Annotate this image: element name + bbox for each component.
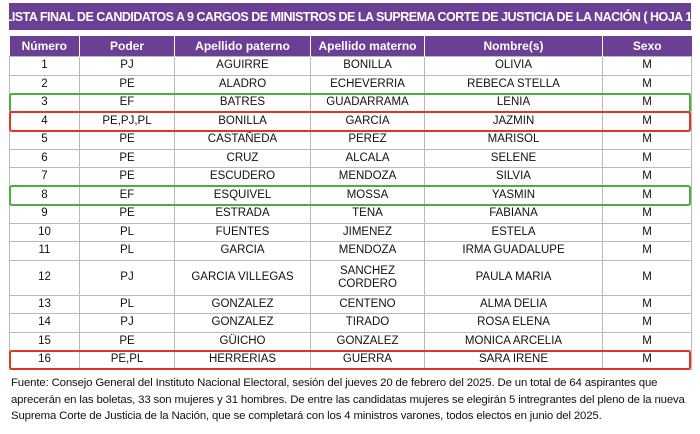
cell-sexo: M: [603, 242, 692, 261]
cell-nombres: ROSA ELENA: [425, 314, 603, 333]
cell-apellido-materno: MENDOZA: [311, 242, 425, 261]
cell-sexo: M: [603, 112, 692, 131]
cell-poder: PL: [80, 223, 175, 242]
table-row: [10, 242, 692, 261]
cell-poder: EF: [80, 186, 175, 205]
cell-apellido-paterno: GARCIA VILLEGAS: [175, 260, 311, 295]
cell-apellido-materno: GUADARRAMA: [311, 94, 425, 113]
cell-nombres: REBECA STELLA: [425, 75, 603, 94]
header-poder: Poder: [80, 36, 175, 57]
cell-apellido-materno: TENA: [311, 205, 425, 224]
cell-numero: 4: [10, 112, 80, 131]
cell-nombres: FABIANA: [425, 205, 603, 224]
cell-numero: 3: [10, 94, 80, 113]
table-row: [10, 131, 692, 150]
cell-apellido-paterno: HERRERIAS: [175, 351, 311, 370]
cell-sexo: M: [603, 75, 692, 94]
header-nombres: Nombre(s): [425, 36, 603, 57]
table-row: [10, 57, 692, 76]
cell-sexo: M: [603, 295, 692, 314]
table-row: [10, 112, 692, 131]
cell-apellido-materno: MENDOZA: [311, 168, 425, 187]
cell-sexo: M: [603, 168, 692, 187]
cell-nombres: ALMA DELIA: [425, 295, 603, 314]
cell-apellido-paterno: GONZALEZ: [175, 295, 311, 314]
cell-apellido-paterno: AGUIRRE: [175, 57, 311, 76]
cell-poder: EF: [80, 94, 175, 113]
cell-apellido-materno: JIMENEZ: [311, 223, 425, 242]
cell-sexo: M: [603, 351, 692, 370]
cell-sexo: M: [603, 186, 692, 205]
table-row: [10, 75, 692, 94]
footnote: Fuente: Consejo General del Instituto Nacional Electoral, sesión del jueves 20 de febrero del 2025. De un total de 64 aspirantes que aprecerán en las boletas, 33 son mujeres y 31 hombres. De entre las candidatas mujeres se elegirán 5 intregrantes del pleno de la nueva Suprema Corte de Justicia de la Nación, que se completará con los 4 ministros varones, todos electos en junio del 2025.: [11, 377, 685, 422]
cell-numero: 16: [10, 351, 80, 370]
cell-sexo: M: [603, 149, 692, 168]
cell-poder: PL: [80, 242, 175, 261]
cell-poder: PE,PL: [80, 351, 175, 370]
cell-apellido-paterno: GONZALEZ: [175, 314, 311, 333]
table-row: [10, 332, 692, 351]
cell-poder: PE: [80, 205, 175, 224]
cell-apellido-paterno: GÜICHO: [175, 332, 311, 351]
table-row: [10, 223, 692, 242]
cell-nombres: SARA IRENE: [425, 351, 603, 370]
cell-numero: 1: [10, 57, 80, 76]
table-body: [10, 57, 692, 370]
cell-nombres: SELENE: [425, 149, 603, 168]
cell-poder: PJ: [80, 260, 175, 295]
cell-poder: PE: [80, 149, 175, 168]
candidates-table: [9, 36, 692, 370]
header-apellido-materno: Apellido materno: [311, 36, 425, 57]
table-row: [10, 168, 692, 187]
cell-poder: PE: [80, 168, 175, 187]
table-row: [10, 295, 692, 314]
cell-apellido-materno: BONILLA: [311, 57, 425, 76]
cell-poder: PE: [80, 131, 175, 150]
cell-numero: 11: [10, 242, 80, 261]
cell-sexo: M: [603, 205, 692, 224]
cell-nombres: YASMIN: [425, 186, 603, 205]
candidates-table-wrapper: [9, 36, 691, 370]
cell-apellido-paterno: ESTRADA: [175, 205, 311, 224]
cell-sexo: M: [603, 332, 692, 351]
cell-apellido-paterno: FUENTES: [175, 223, 311, 242]
cell-nombres: JAZMIN: [425, 112, 603, 131]
table-row: [10, 205, 692, 224]
cell-nombres: IRMA GUADALUPE: [425, 242, 603, 261]
cell-sexo: M: [603, 223, 692, 242]
cell-apellido-materno: ALCALA: [311, 149, 425, 168]
cell-numero: 10: [10, 223, 80, 242]
cell-numero: 14: [10, 314, 80, 333]
header-numero: Número: [10, 36, 80, 57]
table-row: [10, 314, 692, 333]
cell-apellido-paterno: GARCIA: [175, 242, 311, 261]
cell-numero: 5: [10, 131, 80, 150]
cell-sexo: M: [603, 57, 692, 76]
header-apellido-paterno: Apellido paterno: [175, 36, 311, 57]
cell-nombres: ESTELA: [425, 223, 603, 242]
cell-apellido-materno: ECHEVERRIA: [311, 75, 425, 94]
cell-nombres: PAULA MARIA: [425, 260, 603, 295]
table-row: [10, 186, 692, 205]
cell-sexo: M: [603, 94, 692, 113]
table-header-row: [10, 36, 692, 57]
cell-poder: PJ: [80, 57, 175, 76]
cell-sexo: M: [603, 131, 692, 150]
cell-sexo: M: [603, 260, 692, 295]
table-row: [10, 260, 692, 295]
cell-apellido-materno: TIRADO: [311, 314, 425, 333]
cell-apellido-paterno: ALADRO: [175, 75, 311, 94]
cell-sexo: M: [603, 314, 692, 333]
cell-apellido-materno: CENTENO: [311, 295, 425, 314]
cell-numero: 12: [10, 260, 80, 295]
cell-poder: PL: [80, 295, 175, 314]
cell-numero: 13: [10, 295, 80, 314]
cell-nombres: MONICA ARCELIA: [425, 332, 603, 351]
cell-apellido-materno: SANCHEZ CORDERO: [311, 260, 425, 295]
cell-numero: 9: [10, 205, 80, 224]
cell-apellido-paterno: CASTAÑEDA: [175, 131, 311, 150]
cell-apellido-paterno: BONILLA: [175, 112, 311, 131]
cell-numero: 7: [10, 168, 80, 187]
cell-nombres: SILVIA: [425, 168, 603, 187]
cell-numero: 15: [10, 332, 80, 351]
cell-poder: PE: [80, 75, 175, 94]
cell-poder: PE,PJ,PL: [80, 112, 175, 131]
cell-apellido-paterno: ESCUDERO: [175, 168, 311, 187]
cell-nombres: OLIVIA: [425, 57, 603, 76]
cell-nombres: LENIA: [425, 94, 603, 113]
table-row: [10, 94, 692, 113]
cell-apellido-materno: MOSSA: [311, 186, 425, 205]
cell-numero: 6: [10, 149, 80, 168]
cell-poder: PE: [80, 332, 175, 351]
cell-poder: PJ: [80, 314, 175, 333]
cell-apellido-paterno: ESQUIVEL: [175, 186, 311, 205]
cell-apellido-materno: PEREZ: [311, 131, 425, 150]
cell-nombres: MARISOL: [425, 131, 603, 150]
page-title: LISTA FINAL DE CANDIDATOS A 9 CARGOS DE MINISTROS DE LA SUPREMA CORTE DE JUSTICIA DE LA NACIÓN ( HOJA 1): [9, 3, 691, 30]
table-row: [10, 149, 692, 168]
header-sexo: Sexo: [603, 36, 692, 57]
cell-apellido-materno: GUERRA: [311, 351, 425, 370]
cell-apellido-materno: GONZALEZ: [311, 332, 425, 351]
cell-apellido-materno: GARCIA: [311, 112, 425, 131]
table-row: [10, 351, 692, 370]
cell-numero: 8: [10, 186, 80, 205]
cell-apellido-paterno: CRUZ: [175, 149, 311, 168]
cell-apellido-paterno: BATRES: [175, 94, 311, 113]
cell-numero: 2: [10, 75, 80, 94]
